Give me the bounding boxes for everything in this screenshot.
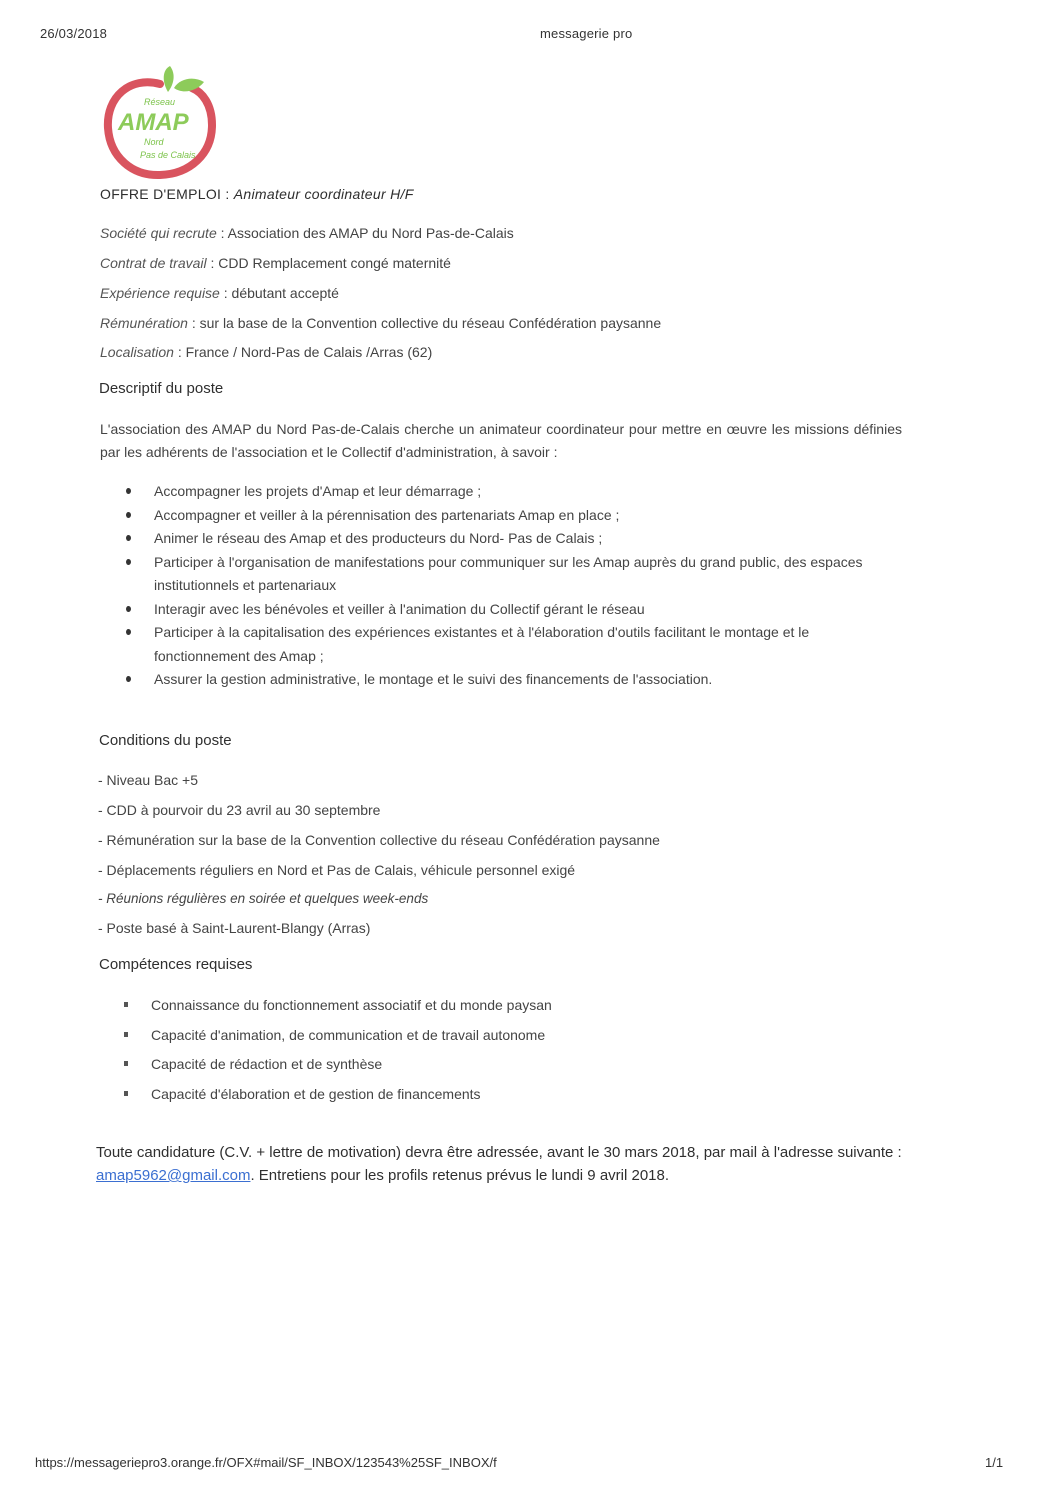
list-item — [124, 1084, 552, 1114]
field-value: CDD Remplacement congé maternité — [218, 255, 451, 271]
skills-list — [124, 995, 552, 1113]
field-experience — [100, 285, 339, 301]
field-separator: : — [219, 285, 232, 301]
list-item-text: Accompagner les projets d'Amap et leur démarrage ; — [154, 483, 482, 499]
condition-item: - Poste basé à Saint-Laurent-Blangy (Arras) — [98, 920, 371, 936]
logo-text-region: Pas de Calais — [140, 150, 196, 160]
print-header-title: messagerie pro — [540, 26, 633, 41]
bullet-icon — [126, 535, 131, 541]
square-bullet-icon — [124, 1002, 128, 1007]
closing-text: Toute candidature (C.V. + lettre de motivation) devra être adressée, avant le 30 mars 2018, par mail à l'adresse suivante : — [96, 1144, 902, 1161]
logo-text-reseau: Réseau — [144, 97, 176, 107]
list-item — [126, 621, 902, 668]
list-item-text: Animer le réseau des Amap et des producteurs du Nord- Pas de Calais ; — [154, 530, 603, 546]
field-value: sur la base de la Convention collective du réseau Confédération paysanne — [199, 315, 662, 331]
bullet-icon — [126, 488, 131, 494]
offer-title — [100, 186, 414, 202]
square-bullet-icon — [124, 1032, 128, 1037]
list-item-text: Capacité d'élaboration et de gestion de financements — [151, 1085, 481, 1102]
contact-email-link[interactable]: amap5962@gmail.com — [96, 1167, 251, 1184]
field-separator: : — [206, 255, 219, 271]
list-item — [126, 668, 902, 692]
description-intro: L'association des AMAP du Nord Pas-de-Calais cherche un animateur coordinateur pour mettre en œuvre les missions définies par les adhérents de l'association et le Collectif d'administration, à savoir : — [100, 421, 902, 460]
list-item — [126, 480, 902, 504]
list-item — [126, 598, 902, 622]
list-item-text: Capacité de rédaction et de synthèse — [151, 1056, 383, 1072]
bullet-icon — [126, 512, 131, 518]
print-header-date: 26/03/2018 — [40, 26, 108, 41]
list-item-text: Accompagner et veiller à la pérennisation des partenariats Amap en place ; — [154, 506, 620, 523]
list-item-text: Capacité d'animation, de communication et de travail autonome — [151, 1026, 546, 1043]
amap-logo — [100, 62, 225, 182]
field-value: France / Nord-Pas de Calais /Arras (62) — [185, 344, 433, 360]
field-value: débutant accepté — [231, 285, 339, 301]
field-location — [100, 344, 432, 360]
bullet-icon — [126, 676, 131, 682]
list-item-text: Participer à l'organisation de manifestations pour communiquer sur les Amap auprès du grand public, des espaces institutionnels et partenariaux — [154, 553, 863, 593]
section-heading-description: Descriptif du poste — [99, 380, 224, 397]
bullet-icon — [126, 606, 131, 612]
print-footer-page: 1/1 — [985, 1455, 1004, 1470]
section-heading-skills: Compétences requises — [99, 956, 253, 973]
print-footer-url: https://messageriepro3.orange.fr/OFX#mail/SF_INBOX/123543%25SF_INBOX/f — [35, 1455, 497, 1470]
square-bullet-icon — [124, 1061, 128, 1066]
field-label: Rémunération — [100, 315, 188, 331]
missions-list — [126, 480, 902, 692]
field-separator: : — [187, 315, 200, 331]
logo-text-nord: Nord — [144, 137, 164, 147]
field-separator: : — [216, 225, 228, 241]
condition-item: - Niveau Bac +5 — [98, 772, 198, 788]
list-item-text: Connaissance du fonctionnement associatif et du monde paysan — [151, 997, 552, 1013]
field-label: Contrat de travail — [100, 255, 207, 271]
offer-title-prefix: OFFRE D'EMPLOI : — [100, 186, 234, 202]
bullet-icon — [126, 559, 131, 565]
field-company — [100, 225, 514, 241]
condition-item: - Réunions régulières en soirée et quelques week-ends — [98, 891, 429, 906]
field-separator: : — [173, 344, 186, 360]
list-item — [126, 551, 902, 598]
list-item — [124, 1025, 552, 1055]
closing-text-end: . Entretiens pour les profils retenus prévus le lundi 9 avril 2018. — [250, 1167, 670, 1184]
list-item — [126, 504, 902, 528]
bullet-icon — [126, 629, 131, 635]
field-label: Localisation — [100, 344, 174, 360]
list-item — [126, 527, 902, 551]
logo-leaf-stem-icon — [164, 66, 174, 92]
list-item-text: Interagir avec les bénévoles et veiller à l'animation du Collectif gérant le réseau — [154, 600, 645, 617]
condition-item: - CDD à pourvoir du 23 avril au 30 septembre — [98, 802, 381, 818]
logo-text-amap: AMAP — [118, 109, 189, 136]
list-item — [124, 995, 552, 1025]
list-item-text: Assurer la gestion administrative, le montage et le suivi des financements de l'association. — [154, 671, 713, 687]
offer-title-position: Animateur coordinateur H/F — [233, 186, 414, 202]
square-bullet-icon — [124, 1091, 128, 1096]
field-label: Expérience requise — [100, 285, 220, 301]
field-value: Association des AMAP du Nord Pas-de-Calais — [227, 225, 514, 241]
list-item — [124, 1054, 552, 1084]
application-instructions — [96, 1141, 904, 1187]
field-salary — [100, 315, 661, 331]
list-item-text: Participer à la capitalisation des expériences existantes et à l'élaboration d'outils facilitant le montage et le fonctionnement des Amap ; — [154, 624, 810, 664]
condition-item: - Rémunération sur la base de la Convention collective du réseau Confédération paysanne — [98, 832, 660, 848]
field-label: Société qui recrute — [100, 225, 217, 241]
condition-item: - Déplacements réguliers en Nord et Pas de Calais, véhicule personnel exigé — [98, 862, 576, 878]
field-contract — [100, 255, 451, 271]
section-heading-conditions: Conditions du poste — [99, 732, 232, 749]
